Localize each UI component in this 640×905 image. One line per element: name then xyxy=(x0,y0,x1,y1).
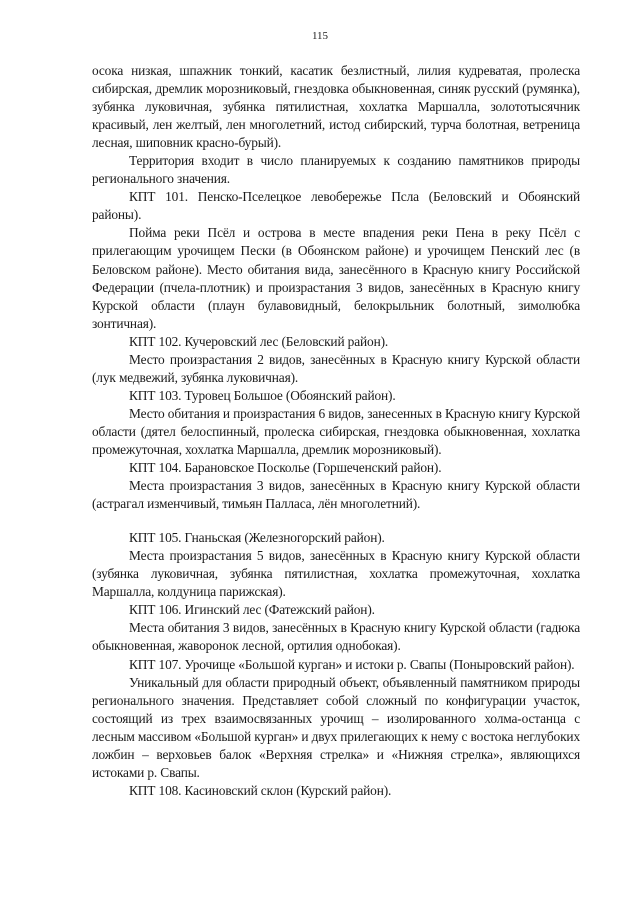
paragraph-kpt-102-description: Место произрастания 2 видов, занесённых в Красную книгу Курской области (лук медвежий, зубянка луковичная). xyxy=(92,351,580,385)
page-number: 115 xyxy=(311,30,329,42)
paragraph-planned-monuments: Территория входит в число планируемых к созданию памятников природы регионального значения. xyxy=(92,153,580,187)
heading-kpt-103: КПТ 103. Туровец Большое (Обоянский район). xyxy=(129,387,396,403)
paragraph-kpt-103-description: Место обитания и произрастания 6 видов, занесенных в Красную книгу Курской области (дятел белоспинный, пролеска сибирская, гнездовка обыкновенная, хохлатка промежуточная, хохлатка Маршалла, дремлик морозниковый). xyxy=(92,405,580,457)
heading-kpt-106: КПТ 106. Игинский лес (Фатежский район). xyxy=(129,602,375,618)
heading-kpt-101: КПТ 101. Пенско-Пселецкое левобережье Псла (Беловский и Обоянский районы). xyxy=(92,189,580,223)
paragraph-kpt-107-description: Уникальный для области природный объект, объявленный памятником природы регионального значения. Представляет собой сложный по конфигурации участок, состоящий из трех взаимосвязанных урочищ – изолированного холма-останца с лесным массивом «Большой курган» и двух прилегающих к нему с востока неглубоких ложбин – верховьев балок «Верхняя стрелка» и «Нижняя стрелка», являющихся истоками р. Свапы. xyxy=(92,674,580,780)
heading-kpt-102: КПТ 102. Кучеровский лес (Беловский район). xyxy=(129,333,389,349)
paragraph-kpt-106-description: Места обитания 3 видов, занесённых в Красную книгу Курской области (гадюка обыкновенная, жаворонок лесной, ортилия однобокая). xyxy=(92,620,580,654)
document-body xyxy=(92,62,580,800)
heading-kpt-107: КПТ 107. Урочище «Большой курган» и истоки р. Свапы (Поныровский район). xyxy=(129,656,575,672)
paragraph-kpt-105-description: Места произрастания 5 видов, занесённых в Красную книгу Курской области (зубянка луковичная, зубянка пятилистная, хохлатка промежуточная, хохлатка Маршалла, колдуница парижская). xyxy=(92,548,580,600)
paragraph-species-list-continued: осока низкая, шпажник тонкий, касатик безлистный, лилия кудреватая, пролеска сибирская, дремлик морозниковый, гнездовка обыкновенная, синяк русский (румянка), зубянка луковичная, зубянка пятилистная, хохлатка Маршалла, золототысячник красивый, лен желтый, лен многолетний, истод сибирский, турча болотная, ветреница лесная, шиповник красно-бурый). xyxy=(92,63,580,151)
heading-kpt-108: КПТ 108. Касиновский склон (Курский район). xyxy=(129,782,392,798)
paragraph-kpt-104-description: Места произрастания 3 видов, занесённых в Красную книгу Курской области (астрагал изменчивый, тимьян Палласа, лён многолетний). xyxy=(92,478,580,512)
paragraph-kpt-101-description: Пойма реки Псёл и острова в месте впадения реки Пена в реку Псёл с прилегающим урочищем Пески (в Обоянском районе) и урочищем Пенский лес (в Беловском районе). Место обитания вида, занесённого в Красную книгу Российской Федерации (пчела-плотник) и произрастания 3 видов, занесённых в Красную книгу Курской области (плаун булавовидный, белокрыльник болотный, зимолюбка зонтичная). xyxy=(92,225,580,331)
heading-kpt-105: КПТ 105. Гнаньская (Железногорский район). xyxy=(129,530,385,546)
heading-kpt-104: КПТ 104. Барановское Посколье (Горшеченский район). xyxy=(129,460,442,476)
